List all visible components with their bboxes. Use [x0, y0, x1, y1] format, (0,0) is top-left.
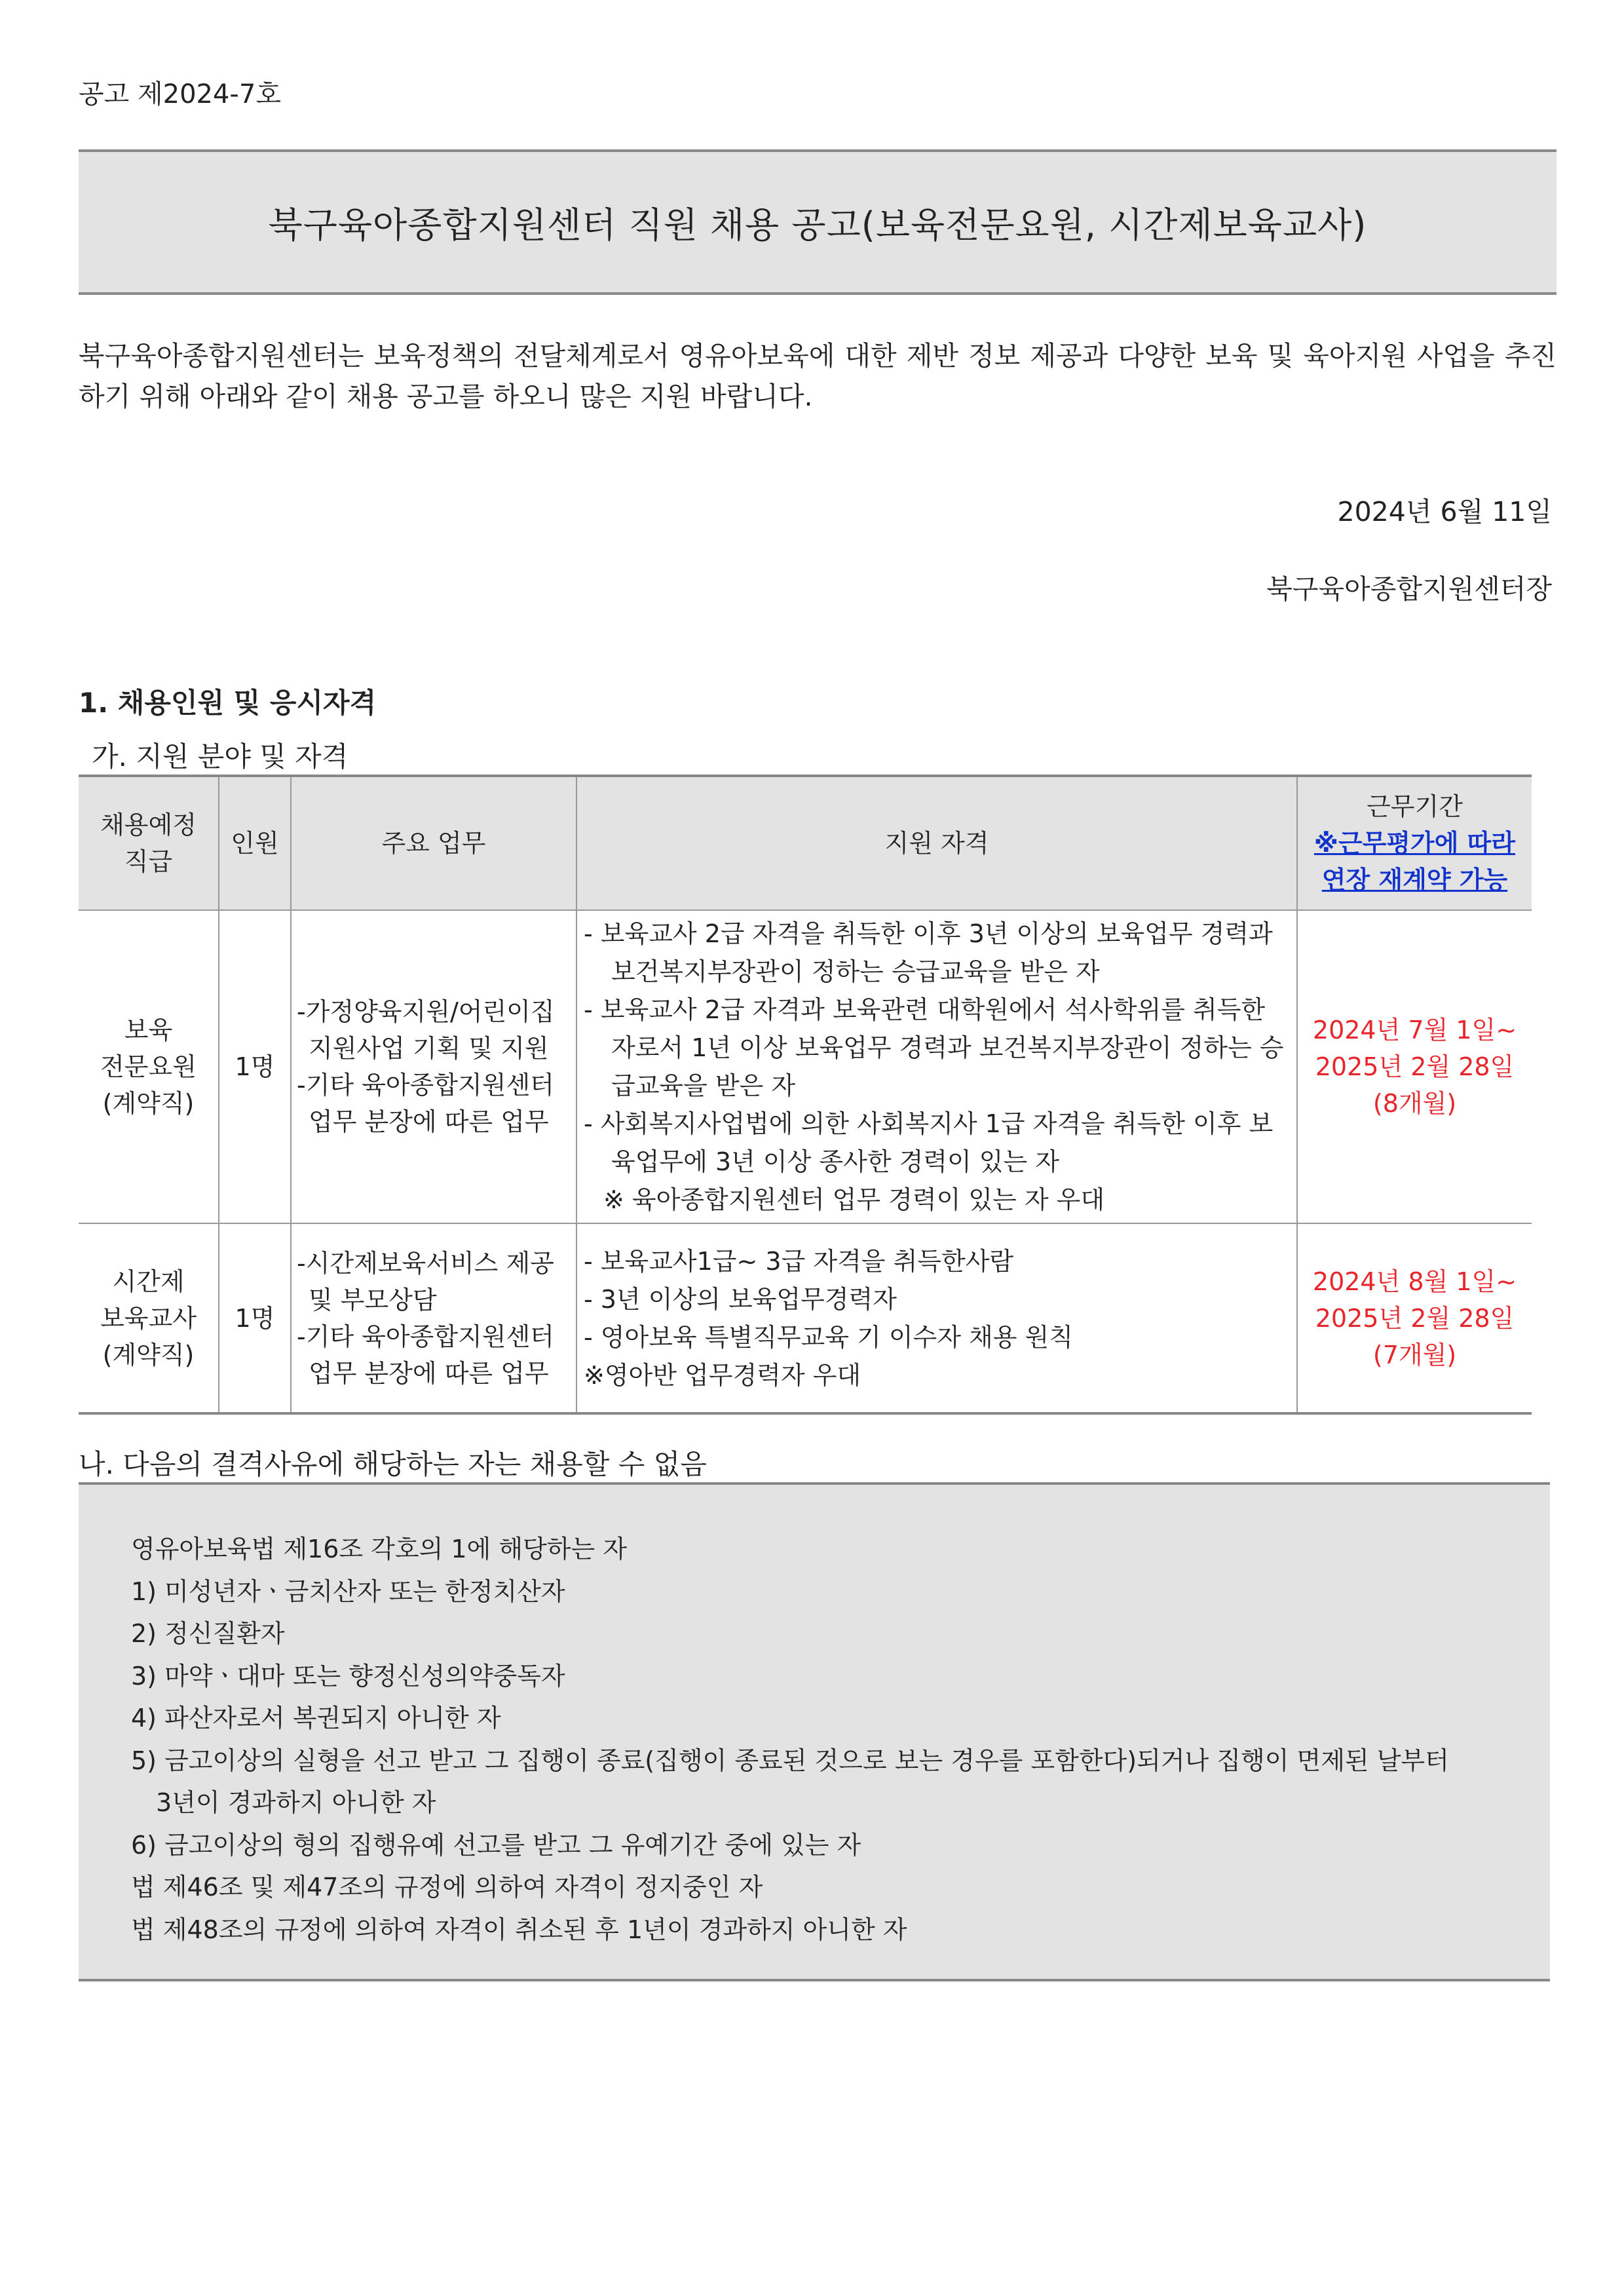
period-line: 2025년 2월 28일: [1315, 1303, 1515, 1333]
header-period: [1297, 776, 1532, 910]
qualifications-cell: [576, 1223, 1297, 1413]
count-cell: 1명: [219, 910, 291, 1223]
section1-heading: 1. 채용인원 및 응시자격: [79, 687, 377, 719]
header-qualifications: 지원 자격: [576, 776, 1297, 910]
duties-cell: [291, 1223, 576, 1413]
duty-item: -시간제보육서비스 제공 및 부모상담: [297, 1248, 554, 1314]
page-title: 북구육아종합지원센터 직원 채용 공고(보육전문요원, 시간제보육교사): [268, 204, 1367, 246]
period-line: (7개월): [1372, 1340, 1457, 1369]
period-cell: [1297, 910, 1532, 1223]
disqualification-item: 법 제46조 및 제47조의 규정에 의하여 자격이 정지중인 자: [131, 1873, 763, 1902]
disqualification-item: 5) 금고이상의 실형을 선고 받고 그 집행이 종료(집행이 종료된 것으로 보는 경우를 포함한다)되거나 집행이 면제된 날부터: [131, 1746, 1449, 1775]
qualification-item: - 3년 이상의 보육업무경력자: [584, 1284, 897, 1314]
grade-line: 시간제: [112, 1267, 185, 1296]
period-note: 연장 재계약 가능: [1321, 866, 1508, 894]
grade-line: 보육교사: [100, 1303, 197, 1333]
period-line: 2025년 2월 28일: [1315, 1052, 1515, 1081]
section2-heading: 나. 다음의 결격사유에 해당하는 자는 채용할 수 없음: [79, 1448, 707, 1480]
disqualification-item: 4) 파산자로서 복권되지 아니한 자: [131, 1704, 501, 1732]
header-period-label: 근무기간: [1367, 792, 1463, 821]
period-line: (8개월): [1372, 1089, 1457, 1118]
disqualification-item: 영유아보육법 제16조 각호의 1에 해당하는 자: [131, 1535, 627, 1563]
grade-line: 전문요원: [100, 1052, 197, 1081]
qualification-item: - 보육교사 2급 자격과 보육관련 대학원에서 석사학위를 취득한 자로서 1년 이상 보육업무 경력과 보건복지부장관이 정하는 승급교육을 받은 자: [584, 995, 1284, 1100]
header-grade-line: 직급: [124, 847, 173, 876]
disqualification-item: 6) 금고이상의 형의 집행유예 선고를 받고 그 유예기간 중에 있는 자: [131, 1830, 861, 1860]
disqualification-item: 2) 정신질환자: [131, 1619, 285, 1648]
title-box: [79, 149, 1557, 295]
disqualification-item: 3) 마약ㆍ대마 또는 향정신성의약중독자: [131, 1661, 565, 1691]
qualification-item: - 영아보육 특별직무교육 기 이수자 채용 원칙: [584, 1322, 1073, 1352]
intro-paragraph: 북구육아종합지원센터는 보육정책의 전달체계로서 영유아보육에 대한 제반 정보 제공과 다양한 보육 및 육아지원 사업을 추진하기 위해 아래와 같이 채용 공고를 하오니 많은 지원 바랍니다.: [79, 340, 1557, 412]
disqualification-box: [79, 1482, 1550, 1981]
grade-line: 보육: [124, 1016, 173, 1044]
grade-cell: [79, 1223, 219, 1413]
disqualification-item: 3년이 경과하지 아니한 자: [156, 1788, 436, 1817]
count-cell: 1명: [219, 1223, 291, 1413]
duty-item: -기타 육아종합지원센터 업무 분장에 따른 업무: [297, 1322, 554, 1388]
period-line: 2024년 7월 1일~: [1312, 1016, 1517, 1044]
issuer: 북구육아종합지원센터장: [1266, 573, 1552, 605]
header-grade-line: 채용예정: [100, 811, 197, 839]
period-line: 2024년 8월 1일~: [1312, 1267, 1517, 1296]
grade-line: (계약직): [102, 1089, 195, 1118]
qualification-note: ※ 육아종합지원센터 업무 경력이 있는 자 우대: [603, 1185, 1105, 1214]
qualification-item: - 보육교사1급~ 3급 자격을 취득한사람: [584, 1246, 1014, 1276]
duty-item: -가정양육지원/어린이집 지원사업 기획 및 지원: [297, 997, 555, 1063]
header-grade: [79, 776, 219, 910]
header-duties: 주요 업무: [291, 776, 576, 910]
section1-subheading: 가. 지원 분야 및 자격: [92, 740, 349, 773]
qualification-item: - 보육교사 2급 자격을 취득한 이후 3년 이상의 보육업무 경력과 보건복지부장관이 정하는 승급교육을 받은 자: [584, 919, 1273, 986]
header-count: 인원: [219, 776, 291, 910]
duty-item: -기타 육아종합지원센터 업무 분장에 따른 업무: [297, 1071, 554, 1136]
notice-date: 2024년 6월 11일: [1337, 496, 1552, 527]
grade-cell: [79, 910, 219, 1223]
table-header-row: [79, 776, 1532, 910]
period-note: ※근무평가에 따라: [1313, 829, 1516, 858]
qualification-note: ※영아반 업무경력자 우대: [584, 1360, 861, 1390]
notice-number: 공고 제2024-7호: [79, 79, 281, 109]
recruitment-table: [79, 775, 1532, 1415]
table-row: [79, 1223, 1532, 1413]
period-cell: [1297, 1223, 1532, 1413]
qualifications-cell: [576, 910, 1297, 1223]
grade-line: (계약직): [102, 1340, 195, 1369]
disqualification-item: 1) 미성년자ㆍ금치산자 또는 한정치산자: [131, 1577, 565, 1606]
duties-cell: [291, 910, 576, 1223]
disqualification-item: 법 제48조의 규정에 의하여 자격이 취소된 후 1년이 경과하지 아니한 자: [131, 1915, 907, 1944]
table-row: [79, 910, 1532, 1223]
qualification-item: - 사회복지사업법에 의한 사회복지사 1급 자격을 취득한 이후 보육업무에 3년 이상 종사한 경력이 있는 자: [584, 1109, 1274, 1176]
